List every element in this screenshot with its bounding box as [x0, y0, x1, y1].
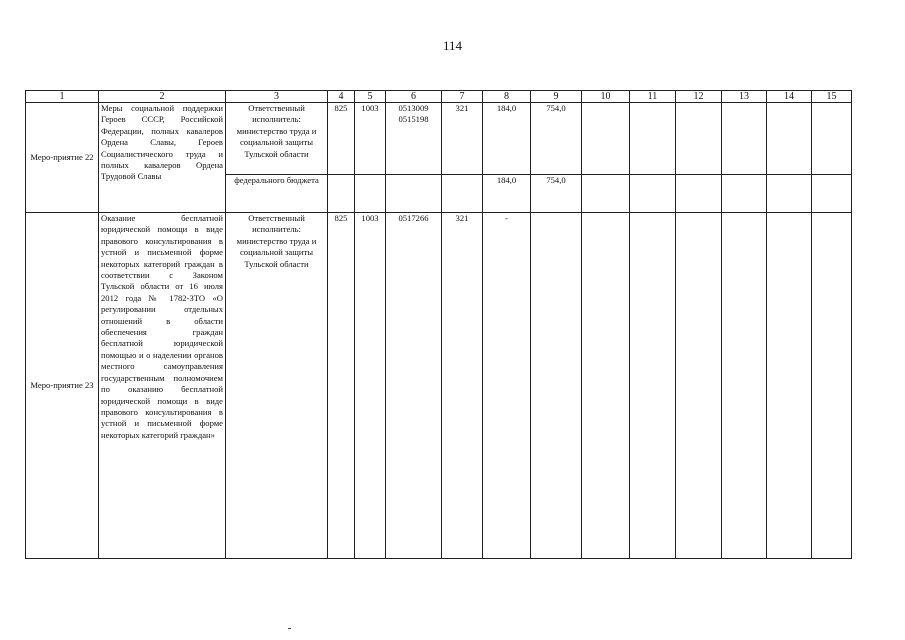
- scan-mark: [288, 628, 291, 629]
- header-cell: 5: [355, 91, 386, 103]
- measure-23-col6: 0517266: [386, 213, 442, 559]
- page-number: 114: [442, 38, 463, 53]
- header-row: [26, 91, 852, 103]
- empty-cell: [355, 175, 386, 213]
- measure-23-col5: 1003: [355, 213, 386, 559]
- measure-23-row: [26, 213, 852, 559]
- empty-cell: [812, 103, 852, 175]
- empty-cell: [722, 213, 767, 559]
- empty-cell: [722, 103, 767, 175]
- measure-22-fed-col9: 754,0: [531, 175, 582, 213]
- header-cell: 15: [812, 91, 852, 103]
- empty-cell: [442, 175, 483, 213]
- header-cell: 2: [99, 91, 226, 103]
- header-cell: 9: [531, 91, 582, 103]
- measure-23-executor: Ответственный исполнитель: министерство труда и социальной защиты Тульской области: [226, 213, 328, 559]
- empty-cell: [676, 175, 722, 213]
- header-cell: 6: [386, 91, 442, 103]
- empty-cell: [722, 175, 767, 213]
- empty-cell: [328, 175, 355, 213]
- header-cell: 7: [442, 91, 483, 103]
- measure-22-col5: 1003: [355, 103, 386, 175]
- empty-cell: [812, 213, 852, 559]
- header-cell: 4: [328, 91, 355, 103]
- measure-23-col4: 825: [328, 213, 355, 559]
- empty-cell: [630, 175, 676, 213]
- empty-cell: [767, 103, 812, 175]
- measure-22-description: Меры социальной поддержки Героев СССР, Российской Федерации, полных кавалеров Ордена Славы, Героев Социалистического труда и полных кавалеров Ордена Трудовой Славы: [99, 103, 226, 213]
- measure-22-executor: Ответственный исполнитель: министерство труда и социальной защиты Тульской области: [226, 103, 328, 175]
- measure-22-row-1: [26, 103, 852, 175]
- measure-22-col7: 321: [442, 103, 483, 175]
- empty-cell: [676, 103, 722, 175]
- measure-22-funding-source: федерального бюджета: [226, 175, 328, 213]
- measure-23-col8: -: [483, 213, 531, 559]
- program-table: [25, 90, 852, 559]
- header-cell: 12: [676, 91, 722, 103]
- empty-cell: [676, 213, 722, 559]
- header-cell: 1: [26, 91, 99, 103]
- header-cell: 14: [767, 91, 812, 103]
- empty-cell: [582, 103, 630, 175]
- empty-cell: [582, 213, 630, 559]
- header-cell: 8: [483, 91, 531, 103]
- measure-22-col6: 0513009 0515198: [386, 103, 442, 175]
- measure-22-col4: 825: [328, 103, 355, 175]
- measure-23-description: Оказание бесплатной юридической помощи в виде правового консультирования в устной и письменной форме некоторых категорий граждан в соответствии с Законом Тульской области от 16 июля 2012 года № 1782-ЗТО «О регулировании отдельных отношений в области обеспечения граждан бесплатной юридической помощью и о наделении органов местного самоуправления государственным полномочием по оказанию бесплатной юридической помощи в виде правового консультирования в устной и письменной форме некоторых категорий граждан»: [99, 213, 226, 559]
- header-cell: 10: [582, 91, 630, 103]
- empty-cell: [812, 175, 852, 213]
- header-cell: 11: [630, 91, 676, 103]
- measure-22-col9: 754,0: [531, 103, 582, 175]
- empty-cell: [630, 103, 676, 175]
- empty-cell: [630, 213, 676, 559]
- empty-cell: [386, 175, 442, 213]
- empty-cell: [582, 175, 630, 213]
- empty-cell: [767, 213, 812, 559]
- measure-22-col8: 184,0: [483, 103, 531, 175]
- measure-22-label: Меро-приятие 22: [26, 103, 99, 213]
- measure-22-fed-col8: 184,0: [483, 175, 531, 213]
- measure-23-label: Меро-приятие 23: [26, 213, 99, 559]
- measure-23-col7: 321: [442, 213, 483, 559]
- header-cell: 3: [226, 91, 328, 103]
- empty-cell: [531, 213, 582, 559]
- empty-cell: [767, 175, 812, 213]
- header-cell: 13: [722, 91, 767, 103]
